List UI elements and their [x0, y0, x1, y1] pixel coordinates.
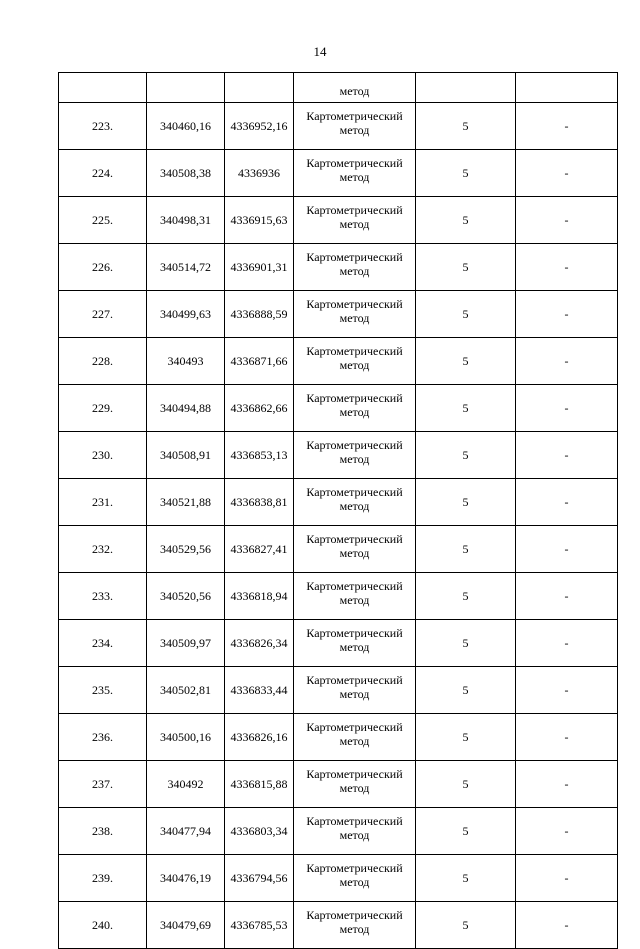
cell-method — [294, 291, 416, 338]
method-line-1: Картометрический — [306, 438, 403, 452]
cell-y: 4336915,63 — [225, 197, 294, 244]
coordinates-table — [58, 72, 618, 949]
cell-accuracy: 5 — [416, 620, 516, 667]
table-row — [59, 338, 618, 385]
cell-accuracy: 5 — [416, 385, 516, 432]
method-line-1: Картометрический — [306, 673, 403, 687]
cell-num: 235. — [59, 667, 147, 714]
cell-x: 340477,94 — [147, 808, 225, 855]
method-line-2: метод — [339, 217, 370, 231]
method-line-2: метод — [339, 123, 370, 137]
cell-method — [294, 573, 416, 620]
cell-num: 237. — [59, 761, 147, 808]
method-line-1: Картометрический — [306, 532, 403, 546]
method-line-2: метод — [339, 311, 370, 325]
method-line-1: Картометрический — [306, 485, 403, 499]
cell-num: 232. — [59, 526, 147, 573]
method-line-1: Картометрический — [306, 344, 403, 358]
cell-accuracy: 5 — [416, 479, 516, 526]
table-row — [59, 291, 618, 338]
cell-accuracy: 5 — [416, 573, 516, 620]
cell-num: 226. — [59, 244, 147, 291]
cell-num: 229. — [59, 385, 147, 432]
cell-num: 238. — [59, 808, 147, 855]
method-line-2: метод — [339, 546, 370, 560]
cell-accuracy: 5 — [416, 338, 516, 385]
cell-y: 4336803,34 — [225, 808, 294, 855]
table-row — [59, 714, 618, 761]
cell-x: 340476,19 — [147, 855, 225, 902]
table-row — [59, 573, 618, 620]
method-line-1: Картометрический — [306, 250, 403, 264]
cell-y — [225, 73, 294, 103]
table-row — [59, 479, 618, 526]
method-line-2: метод — [339, 734, 370, 748]
method-line-1: Картометрический — [306, 579, 403, 593]
cell-note: - — [516, 338, 618, 385]
table-row — [59, 526, 618, 573]
cell-x: 340500,16 — [147, 714, 225, 761]
cell-y: 4336826,16 — [225, 714, 294, 761]
cell-y: 4336888,59 — [225, 291, 294, 338]
cell-x: 340508,38 — [147, 150, 225, 197]
cell-num: 233. — [59, 573, 147, 620]
cell-x — [147, 73, 225, 103]
cell-x: 340492 — [147, 761, 225, 808]
cell-method — [294, 761, 416, 808]
table-row — [59, 620, 618, 667]
cell-x: 340479,69 — [147, 902, 225, 949]
cell-num: 231. — [59, 479, 147, 526]
cell-y: 4336901,31 — [225, 244, 294, 291]
cell-method — [294, 385, 416, 432]
cell-note: - — [516, 150, 618, 197]
cell-note — [516, 73, 618, 103]
cell-note: - — [516, 667, 618, 714]
cell-y: 4336871,66 — [225, 338, 294, 385]
cell-method — [294, 432, 416, 479]
method-line-2: метод — [339, 593, 370, 607]
cell-accuracy: 5 — [416, 432, 516, 479]
cell-method — [294, 902, 416, 949]
cell-note: - — [516, 291, 618, 338]
cell-x: 340498,31 — [147, 197, 225, 244]
cell-x: 340494,88 — [147, 385, 225, 432]
method-line-2: метод — [339, 828, 370, 842]
cell-accuracy: 5 — [416, 291, 516, 338]
method-line-2: метод — [339, 640, 370, 654]
method-line-2: метод — [339, 264, 370, 278]
cell-method: метод — [294, 73, 416, 103]
cell-x: 340508,91 — [147, 432, 225, 479]
cell-x: 340529,56 — [147, 526, 225, 573]
method-line-1: Картометрический — [306, 626, 403, 640]
cell-x: 340502,81 — [147, 667, 225, 714]
table-row — [59, 855, 618, 902]
cell-accuracy: 5 — [416, 714, 516, 761]
cell-accuracy: 5 — [416, 902, 516, 949]
cell-x: 340493 — [147, 338, 225, 385]
cell-num: 227. — [59, 291, 147, 338]
table-row — [59, 667, 618, 714]
table-row — [59, 432, 618, 479]
method-line-2: метод — [339, 358, 370, 372]
method-line-2: метод — [339, 922, 370, 936]
table-row — [59, 808, 618, 855]
table-row — [59, 197, 618, 244]
cell-x: 340521,88 — [147, 479, 225, 526]
cell-method — [294, 714, 416, 761]
cell-note: - — [516, 808, 618, 855]
cell-y: 4336827,41 — [225, 526, 294, 573]
cell-note: - — [516, 244, 618, 291]
cell-note: - — [516, 620, 618, 667]
method-line-1: Картометрический — [306, 203, 403, 217]
cell-note: - — [516, 761, 618, 808]
cell-y: 4336826,34 — [225, 620, 294, 667]
method-line-1: Картометрический — [306, 767, 403, 781]
cell-x: 340499,63 — [147, 291, 225, 338]
cell-num: 223. — [59, 103, 147, 150]
continued-row — [59, 73, 618, 103]
cell-note: - — [516, 385, 618, 432]
method-line-1: Картометрический — [306, 109, 403, 123]
cell-accuracy: 5 — [416, 667, 516, 714]
table-row — [59, 761, 618, 808]
method-line-2: метод — [339, 499, 370, 513]
cell-num: 234. — [59, 620, 147, 667]
method-line-2: метод — [339, 170, 370, 184]
cell-y: 4336853,13 — [225, 432, 294, 479]
cell-accuracy: 5 — [416, 808, 516, 855]
cell-num: 230. — [59, 432, 147, 479]
method-line-2: метод — [339, 781, 370, 795]
table-body — [59, 73, 618, 949]
cell-method — [294, 855, 416, 902]
method-line-1: Картометрический — [306, 720, 403, 734]
cell-x: 340509,97 — [147, 620, 225, 667]
method-line-1: Картометрический — [306, 908, 403, 922]
cell-num: 228. — [59, 338, 147, 385]
cell-x: 340460,16 — [147, 103, 225, 150]
cell-y: 4336952,16 — [225, 103, 294, 150]
cell-y: 4336862,66 — [225, 385, 294, 432]
cell-method — [294, 808, 416, 855]
cell-num — [59, 73, 147, 103]
cell-note: - — [516, 526, 618, 573]
cell-accuracy: 5 — [416, 197, 516, 244]
method-line-2: метод — [339, 405, 370, 419]
cell-note: - — [516, 103, 618, 150]
cell-accuracy: 5 — [416, 150, 516, 197]
method-line-1: Картометрический — [306, 297, 403, 311]
cell-accuracy: 5 — [416, 103, 516, 150]
cell-note: - — [516, 573, 618, 620]
cell-method — [294, 103, 416, 150]
cell-y: 4336936 — [225, 150, 294, 197]
cell-note: - — [516, 902, 618, 949]
cell-note: - — [516, 432, 618, 479]
table-row — [59, 385, 618, 432]
table-row — [59, 244, 618, 291]
cell-method — [294, 620, 416, 667]
cell-method — [294, 197, 416, 244]
table-row — [59, 103, 618, 150]
cell-y: 4336815,88 — [225, 761, 294, 808]
cell-num: 224. — [59, 150, 147, 197]
table-row — [59, 150, 618, 197]
table-row — [59, 902, 618, 949]
cell-note: - — [516, 479, 618, 526]
cell-accuracy: 5 — [416, 244, 516, 291]
cell-x: 340520,56 — [147, 573, 225, 620]
cell-y: 4336838,81 — [225, 479, 294, 526]
cell-y: 4336833,44 — [225, 667, 294, 714]
method-line-1: Картометрический — [306, 861, 403, 875]
method-line-1: Картометрический — [306, 814, 403, 828]
cell-accuracy: 5 — [416, 761, 516, 808]
cell-num: 225. — [59, 197, 147, 244]
cell-accuracy: 5 — [416, 855, 516, 902]
cell-method — [294, 244, 416, 291]
method-line-1: Картометрический — [306, 156, 403, 170]
cell-method — [294, 338, 416, 385]
cell-num: 240. — [59, 902, 147, 949]
cell-note: - — [516, 855, 618, 902]
method-line-2: метод — [339, 452, 370, 466]
cell-method — [294, 526, 416, 573]
cell-method — [294, 479, 416, 526]
cell-accuracy: 5 — [416, 526, 516, 573]
cell-y: 4336818,94 — [225, 573, 294, 620]
cell-y: 4336785,53 — [225, 902, 294, 949]
cell-x: 340514,72 — [147, 244, 225, 291]
method-line-2: метод — [339, 687, 370, 701]
cell-method — [294, 150, 416, 197]
method-line-2: метод — [339, 875, 370, 889]
cell-method — [294, 667, 416, 714]
cell-num: 239. — [59, 855, 147, 902]
page-number: 14 — [313, 44, 327, 59]
method-line-1: Картометрический — [306, 391, 403, 405]
cell-note: - — [516, 714, 618, 761]
cell-accuracy — [416, 73, 516, 103]
cell-note: - — [516, 197, 618, 244]
cell-num: 236. — [59, 714, 147, 761]
cell-y: 4336794,56 — [225, 855, 294, 902]
